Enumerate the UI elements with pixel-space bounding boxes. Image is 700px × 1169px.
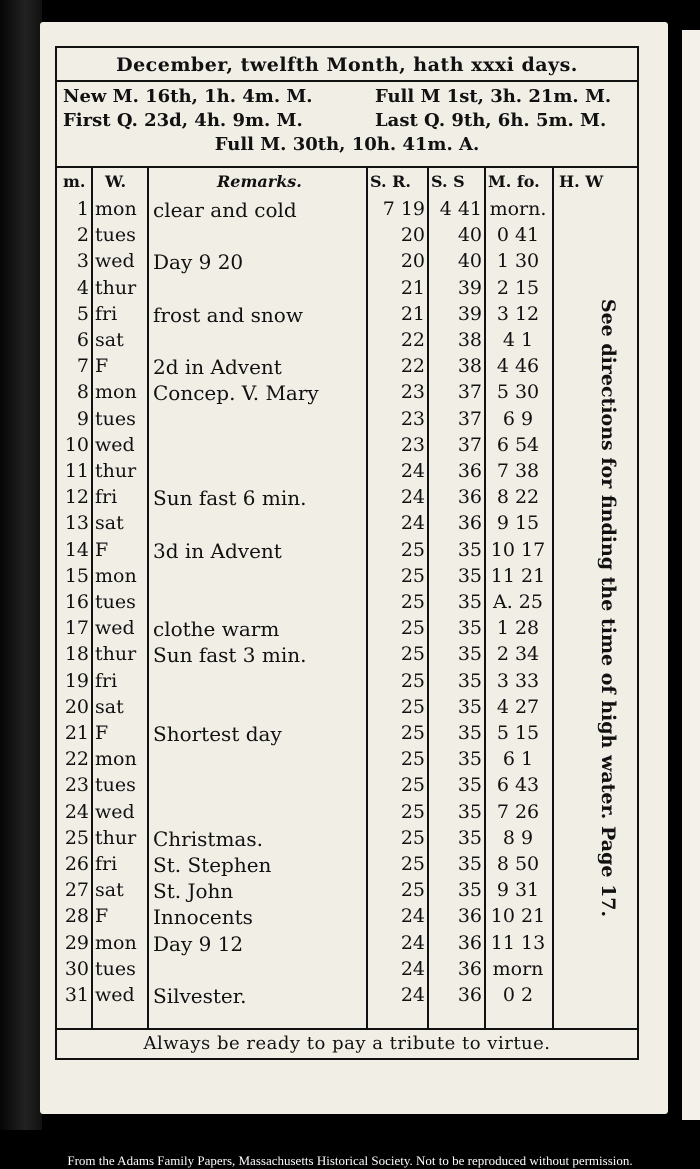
day-number: 8 (76, 381, 89, 404)
moon-sets: 5 15 (496, 722, 540, 744)
day-number: 25 (64, 826, 89, 849)
sun-rise: 25 (400, 853, 425, 875)
side-note: See directions for finding the time of high water. Page 17. (597, 298, 619, 918)
weekday: mon (95, 564, 137, 587)
weekday: F (95, 538, 109, 561)
sun-set: 39 (457, 276, 482, 299)
weekday: tues (95, 224, 136, 247)
moon-sets: 11 13 (490, 931, 546, 954)
col-divider (552, 168, 554, 1028)
remark: Sun fast 6 min. (153, 486, 307, 511)
weekday: sat (95, 329, 124, 351)
moon-sets: 0 41 (496, 224, 540, 247)
sun-set: 36 (457, 905, 482, 928)
day-number: 19 (64, 669, 89, 692)
sun-set: 35 (457, 774, 482, 797)
sun-set: 36 (457, 486, 482, 509)
remark: frost and snow (153, 302, 303, 327)
moon-sets: 3 33 (496, 669, 540, 692)
moon-sets: morn. (489, 198, 547, 220)
weekday: tues (95, 407, 136, 430)
moon-sets: 4 46 (496, 355, 540, 378)
day-number: 23 (64, 774, 89, 797)
moon-sets: 8 22 (496, 486, 540, 509)
sun-set: 38 (457, 329, 482, 351)
weekday: sat (95, 695, 124, 718)
remark: Innocents (153, 905, 253, 930)
remark: Sun fast 3 min. (153, 643, 307, 668)
weekday: thur (95, 826, 137, 849)
moon-sets: 11 21 (490, 564, 546, 587)
calendar-frame (55, 46, 639, 1060)
moon-sets: 8 50 (496, 853, 540, 875)
footer-motto: Always be ready to pay a tribute to virtue. (143, 1033, 551, 1054)
sun-set: 35 (457, 564, 482, 587)
col-head-moon: M. fo. (488, 172, 540, 191)
remark: 2d in Advent (153, 355, 282, 380)
remark: Concep. V. Mary (153, 381, 319, 406)
sun-rise: 25 (400, 591, 425, 613)
weekday: mon (95, 381, 137, 404)
sun-set: 35 (457, 853, 482, 875)
sun-set: 35 (457, 669, 482, 692)
sun-set: 35 (457, 695, 482, 718)
day-number: 15 (64, 564, 89, 587)
day-number: 2 (76, 224, 89, 247)
remark: Christmas. (153, 826, 263, 851)
sun-rise: 20 (400, 250, 425, 273)
weekday: fri (95, 486, 118, 509)
col-head-high-water: H. W (559, 172, 604, 191)
header-divider (57, 166, 637, 168)
footer-divider (57, 1028, 637, 1030)
sun-rise: 24 (400, 931, 425, 954)
day-number: 6 (76, 329, 89, 351)
sun-set: 35 (457, 879, 482, 902)
sun-set: 39 (457, 302, 482, 325)
day-number: 21 (64, 722, 89, 744)
sun-set: 35 (457, 800, 482, 823)
remark: St. Stephen (153, 853, 272, 877)
sun-set: 35 (457, 826, 482, 849)
day-number: 13 (64, 512, 89, 535)
sun-set: 36 (457, 460, 482, 482)
moon-sets: 3 12 (496, 302, 540, 325)
sun-set: 36 (457, 984, 482, 1006)
sun-rise: 24 (400, 486, 425, 509)
sun-set: 37 (457, 433, 482, 456)
sun-rise: 21 (400, 276, 425, 299)
moon-sets: 6 54 (496, 433, 540, 456)
day-number: 7 (76, 355, 89, 378)
day-number: 10 (64, 433, 89, 456)
remark: St. John (153, 879, 234, 904)
sun-set: 35 (457, 643, 482, 666)
weekday: wed (95, 250, 135, 273)
sun-rise: 25 (400, 800, 425, 823)
col-head-remarks: Remarks. (217, 172, 302, 191)
full-moon-first: Full M 1st, 3h. 21m. M. (375, 86, 612, 107)
weekday: mon (95, 931, 137, 954)
sun-rise: 25 (400, 669, 425, 692)
col-head-sunrise: S. R. (370, 172, 411, 191)
weekday: mon (95, 748, 137, 771)
sun-rise: 24 (400, 957, 425, 980)
sun-set: 40 (457, 224, 482, 247)
day-number: 4 (76, 276, 89, 299)
day-number: 31 (64, 984, 89, 1006)
weekday: sat (95, 512, 124, 535)
moon-sets: 1 28 (496, 617, 540, 640)
moon-sets: 5 30 (496, 381, 540, 404)
day-number: 14 (64, 538, 89, 561)
col-head-sunset: S. S (431, 172, 465, 191)
day-number: 9 (76, 407, 89, 430)
side-note-container (580, 208, 636, 1008)
weekday: wed (95, 617, 135, 640)
weekday: F (95, 722, 109, 744)
moon-sets: 1 30 (496, 250, 540, 273)
moon-sets: 4 1 (502, 329, 534, 351)
remark: Silvester. (153, 984, 247, 1008)
remark: Day 9 20 (153, 250, 244, 275)
weekday: thur (95, 643, 137, 666)
sun-rise: 22 (400, 355, 425, 378)
sun-rise: 23 (400, 381, 425, 404)
sun-set: 35 (457, 748, 482, 771)
book-binding-shadow (0, 0, 42, 1130)
col-divider (366, 168, 368, 1028)
new-moon: New M. 16th, 1h. 4m. M. (63, 86, 313, 107)
moon-sets: 6 1 (502, 748, 534, 771)
sun-rise: 25 (400, 643, 425, 666)
next-page-edge (682, 30, 700, 1120)
day-number: 29 (64, 931, 89, 954)
weekday: F (95, 905, 109, 928)
day-number: 11 (64, 460, 89, 482)
sun-set: 35 (457, 591, 482, 613)
day-number: 12 (64, 486, 89, 509)
moon-sets: 8 9 (502, 826, 534, 849)
moon-sets: 6 43 (496, 774, 540, 797)
day-number: 30 (64, 957, 89, 980)
day-number: 22 (64, 748, 89, 771)
weekday: wed (95, 984, 135, 1006)
remark: clothe warm (153, 617, 280, 642)
moon-sets: 9 15 (496, 512, 540, 535)
moon-sets: A. 25 (493, 591, 543, 613)
col-divider (147, 168, 149, 1028)
col-divider (484, 168, 486, 1028)
sun-rise: 25 (400, 617, 425, 640)
weekday: tues (95, 957, 136, 980)
sun-rise: 21 (400, 302, 425, 325)
moon-sets: 4 27 (496, 695, 540, 718)
col-divider (91, 168, 93, 1028)
day-number: 24 (64, 800, 89, 823)
sun-rise: 25 (400, 879, 425, 902)
sun-rise: 23 (400, 433, 425, 456)
remark: Shortest day (153, 722, 282, 746)
day-number: 5 (76, 302, 89, 325)
weekday: thur (95, 460, 137, 482)
weekday: wed (95, 800, 135, 823)
sun-set: 40 (457, 250, 482, 273)
sun-rise: 25 (400, 564, 425, 587)
month-title: December, twelfth Month, hath xxxi days. (116, 54, 578, 76)
weekday: mon (95, 198, 137, 220)
weekday: fri (95, 853, 118, 875)
weekday: sat (95, 879, 124, 902)
sun-set: 35 (457, 538, 482, 561)
moon-sets: morn (492, 957, 544, 980)
sun-rise: 24 (400, 460, 425, 482)
weekday: tues (95, 774, 136, 797)
weekday: thur (95, 276, 137, 299)
sun-rise: 7 19 (382, 198, 425, 220)
sun-set: 37 (457, 407, 482, 430)
sun-rise: 25 (400, 538, 425, 561)
weekday: fri (95, 669, 118, 692)
sun-set: 38 (457, 355, 482, 378)
remark: Day 9 12 (153, 931, 244, 956)
weekday: F (95, 355, 109, 378)
sun-rise: 25 (400, 695, 425, 718)
day-number: 28 (64, 905, 89, 928)
col-divider (427, 168, 429, 1028)
moon-sets: 9 31 (496, 879, 540, 902)
col-head-weekday: W. (105, 172, 127, 191)
sun-rise: 25 (400, 748, 425, 771)
sun-set: 4 41 (439, 198, 482, 220)
remark: clear and cold (153, 198, 297, 222)
full-moon-second: Full M. 30th, 10h. 41m. A. (214, 134, 480, 155)
moon-sets: 7 38 (496, 460, 540, 482)
sun-rise: 24 (400, 905, 425, 928)
title-divider (57, 80, 637, 82)
sun-set: 35 (457, 617, 482, 640)
day-number: 18 (64, 643, 89, 666)
sun-rise: 25 (400, 774, 425, 797)
day-number: 20 (64, 695, 89, 718)
sun-set: 35 (457, 722, 482, 744)
moon-sets: 6 9 (502, 407, 534, 430)
moon-sets: 2 34 (496, 643, 540, 666)
moon-sets: 10 21 (490, 905, 546, 928)
day-number: 3 (76, 250, 89, 273)
day-number: 1 (76, 198, 89, 220)
sun-rise: 22 (400, 329, 425, 351)
sun-set: 36 (457, 957, 482, 980)
moon-sets: 7 26 (496, 800, 540, 823)
weekday: fri (95, 302, 118, 325)
sun-rise: 24 (400, 984, 425, 1006)
sun-rise: 25 (400, 826, 425, 849)
remark: 3d in Advent (153, 538, 282, 563)
weekday: tues (95, 591, 136, 613)
sun-set: 36 (457, 512, 482, 535)
sun-rise: 25 (400, 722, 425, 744)
day-number: 26 (64, 853, 89, 875)
last-quarter: Last Q. 9th, 6h. 5m. M. (375, 110, 607, 131)
moon-sets: 2 15 (496, 276, 540, 299)
day-number: 27 (64, 879, 89, 902)
archive-credit: From the Adams Family Papers, Massachusetts Historical Society. Not to be reproduced without permission. (67, 1153, 633, 1168)
day-number: 17 (64, 617, 89, 640)
moon-sets: 10 17 (490, 538, 546, 561)
weekday: wed (95, 433, 135, 456)
sun-set: 36 (457, 931, 482, 954)
moon-sets: 0 2 (502, 984, 534, 1006)
sun-set: 37 (457, 381, 482, 404)
sun-rise: 20 (400, 224, 425, 247)
day-number: 16 (64, 591, 89, 613)
sun-rise: 23 (400, 407, 425, 430)
first-quarter: First Q. 23d, 4h. 9m. M. (63, 110, 303, 131)
col-head-day: m. (63, 172, 86, 191)
sun-rise: 24 (400, 512, 425, 535)
